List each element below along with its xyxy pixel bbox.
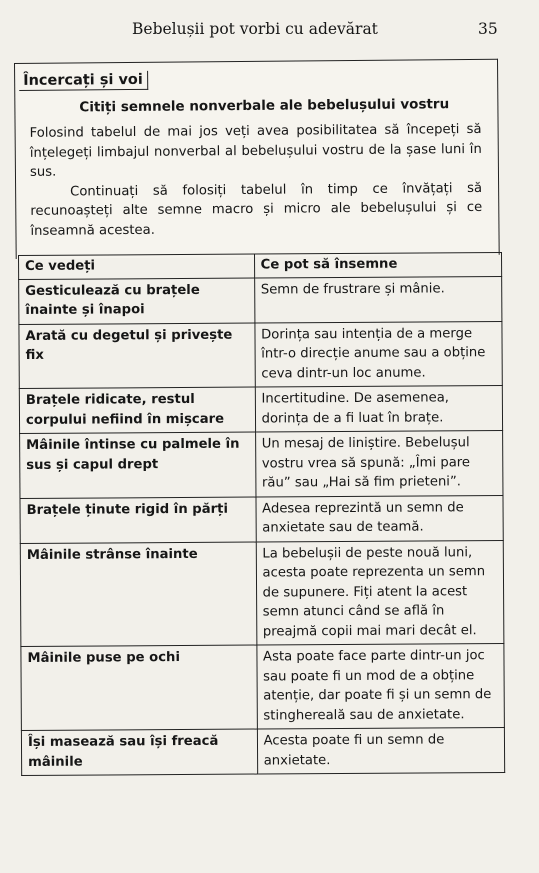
box-title: Încercați și voi [19, 71, 148, 91]
column-header-meaning: Ce pot să însemne [254, 253, 502, 278]
page-number: 35 [478, 20, 498, 38]
meaning-cell: Incertitudine. De asemenea, dorința de a fi luat în brațe. [255, 386, 503, 433]
table-row [19, 321, 502, 388]
column-header-what-you-see: Ce vedeți [19, 254, 255, 279]
table-row [21, 728, 504, 776]
meaning-cell: Adesea reprezintă un semn de anxietate sau de teamă. [256, 495, 504, 542]
sign-cell: Mâinile strânse înainte [20, 542, 256, 647]
sign-cell: Mâinile puse pe ochi [21, 645, 257, 730]
meaning-cell: Un mesaj de liniștire. Bebelușul vostru vrea să spună: „Îmi pare rău” sau „Hai să fim prieteni”. [255, 431, 503, 497]
meaning-cell: Asta poate face parte dintr-un joc sau poate fi un mod de a obține atenție, dar poate fi și un semn de stinghereală sau de anxietate. [256, 644, 504, 730]
sign-cell: Își masează sau își freacă mâinile [21, 729, 257, 775]
table-row [20, 495, 503, 543]
try-it-box [14, 59, 500, 259]
sign-cell: Mâinile întinse cu palmele în sus și capul drept [20, 432, 256, 498]
intro-text [30, 120, 483, 241]
table-row [20, 431, 503, 498]
meaning-cell: La bebelușii de peste nouă luni, acesta poate reprezenta un semn de supunere. Fiți atent la acest semn atunci când se află în preajmă copii mai mari decât el. [256, 540, 504, 645]
sign-cell: Brațele ridicate, restul corpului nefiind în mișcare [19, 387, 255, 433]
meaning-cell: Dorința sau intenția de a merge într-o direcție anume sau a obține ceva dintr-un loc anume. [254, 321, 502, 387]
table-header-row [19, 253, 502, 279]
table-row [20, 540, 504, 646]
table-row [19, 386, 502, 434]
signs-table [18, 252, 505, 776]
sign-cell: Arată cu degetul și privește fix [19, 323, 255, 389]
intro-paragraph-2: Continuați să folosiți tabelul în timp ce învățați să recunoașteți alte semne macro și micro ale bebelușului și ce înseamnă acestea. [30, 180, 483, 239]
table-row [21, 644, 505, 731]
intro-paragraph-1: Folosind tabelul de mai jos veți avea posibilitatea să începeți să înțelegeți limbajul nonverbal al bebelușului vostru de la șase luni în sus. [29, 121, 482, 180]
box-subtitle: Citiți semnele nonverbale ale bebelușului vostru [79, 96, 450, 116]
meaning-cell: Semn de frustrare și mânie. [254, 276, 502, 323]
page-header [0, 20, 539, 46]
sign-cell: Brațele ținute rigid în părți [20, 497, 256, 543]
table-row [19, 276, 502, 324]
meaning-cell: Acesta poate fi un semn de anxietate. [257, 728, 505, 775]
sign-cell: Gesticulează cu brațele înainte și înapoi [19, 278, 255, 324]
running-head: Bebelușii pot vorbi cu adevărat [132, 20, 378, 38]
